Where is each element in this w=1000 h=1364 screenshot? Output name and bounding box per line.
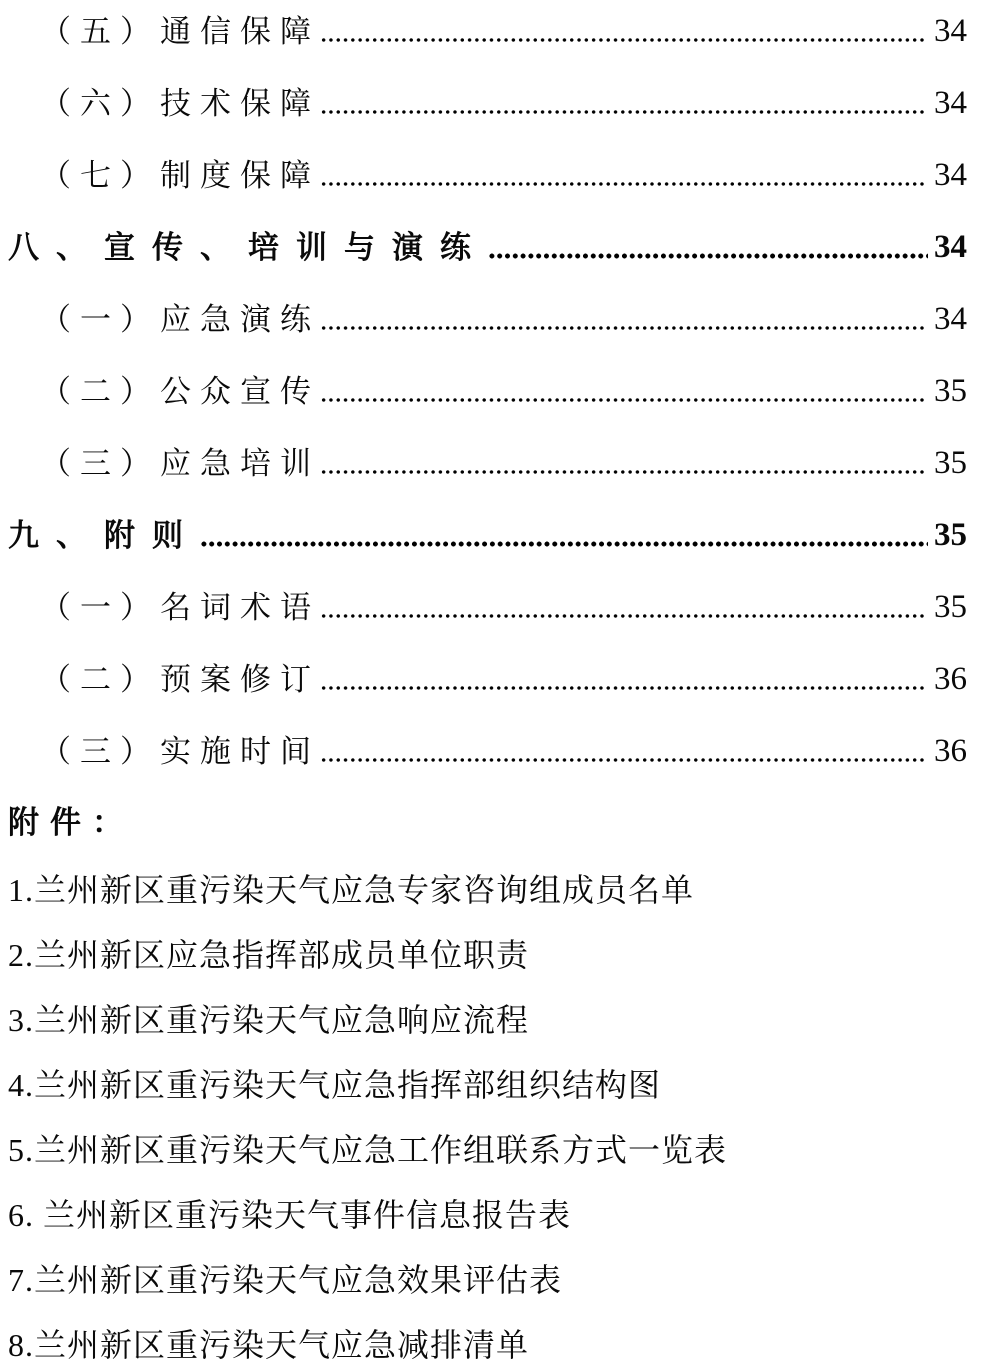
attachments-section — [8, 787, 967, 1364]
toc-entry-page: 36 — [934, 732, 967, 769]
attachment-item: 3.兰州新区重污染天气应急响应流程 — [8, 1001, 530, 1038]
toc-entry-page: 34 — [934, 300, 967, 337]
dot-leader — [320, 612, 924, 620]
toc-entry-label: （三）应急培训 — [40, 445, 320, 481]
toc-entry-page: 35 — [934, 372, 967, 409]
dot-leader — [320, 36, 924, 44]
attachment-item: 4.兰州新区重污染天气应急指挥部组织结构图 — [8, 1066, 662, 1103]
toc-entry-page: 35 — [934, 444, 967, 481]
attachment-item: 1.兰州新区重污染天气应急专家咨询组成员名单 — [8, 871, 695, 908]
attachments-heading: 附件： — [8, 804, 134, 840]
dot-leader — [320, 468, 924, 476]
toc-entry[interactable] — [8, 0, 967, 67]
dot-leader — [320, 180, 924, 188]
dot-leader — [320, 324, 924, 332]
toc-entry-label: 八、宣传、培训与演练 — [8, 229, 488, 265]
toc-entry-label: 九、附则 — [8, 517, 200, 553]
toc-entry[interactable] — [8, 283, 967, 355]
toc-entry-page: 35 — [934, 588, 967, 625]
toc-entry-label: （七）制度保障 — [40, 157, 320, 193]
toc-entry[interactable] — [8, 427, 967, 499]
dot-leader — [488, 252, 928, 260]
toc-entry[interactable] — [8, 355, 967, 427]
attachment-item: 5.兰州新区重污染天气应急工作组联系方式一览表 — [8, 1131, 728, 1168]
toc-entry-page: 34 — [934, 84, 967, 121]
dot-leader — [320, 396, 924, 404]
attachment-item: 6. 兰州新区重污染天气事件信息报告表 — [8, 1196, 572, 1233]
toc-entry-page: 34 — [934, 156, 967, 193]
toc-entry-label: （一）名词术语 — [40, 589, 320, 625]
toc-entry-page: 34 — [934, 12, 967, 49]
dot-leader — [200, 540, 928, 548]
toc-entry-label: （三）实施时间 — [40, 733, 320, 769]
attachment-item: 8.兰州新区重污染天气应急减排清单 — [8, 1326, 530, 1363]
toc-entry[interactable] — [8, 715, 967, 787]
toc-entry-chapter[interactable] — [8, 499, 967, 571]
attachment-item: 2.兰州新区应急指挥部成员单位职责 — [8, 936, 530, 973]
toc-entry-chapter[interactable] — [8, 211, 967, 283]
toc-entry-label: （六）技术保障 — [40, 85, 320, 121]
toc-entry-page: 36 — [934, 660, 967, 697]
toc-entry[interactable] — [8, 139, 967, 211]
attachment-item: 7.兰州新区重污染天气应急效果评估表 — [8, 1261, 563, 1298]
toc-entry-page: 35 — [934, 516, 967, 553]
toc-section — [8, 0, 967, 787]
toc-entry-label: （二）公众宣传 — [40, 373, 320, 409]
toc-entry[interactable] — [8, 643, 967, 715]
dot-leader — [320, 684, 924, 692]
toc-entry-page: 34 — [934, 228, 967, 265]
toc-entry[interactable] — [8, 67, 967, 139]
toc-entry-label: （二）预案修订 — [40, 661, 320, 697]
toc-entry-label: （五）通信保障 — [40, 13, 320, 49]
toc-entry[interactable] — [8, 571, 967, 643]
dot-leader — [320, 756, 924, 764]
toc-entry-label: （一）应急演练 — [40, 301, 320, 337]
dot-leader — [320, 108, 924, 116]
